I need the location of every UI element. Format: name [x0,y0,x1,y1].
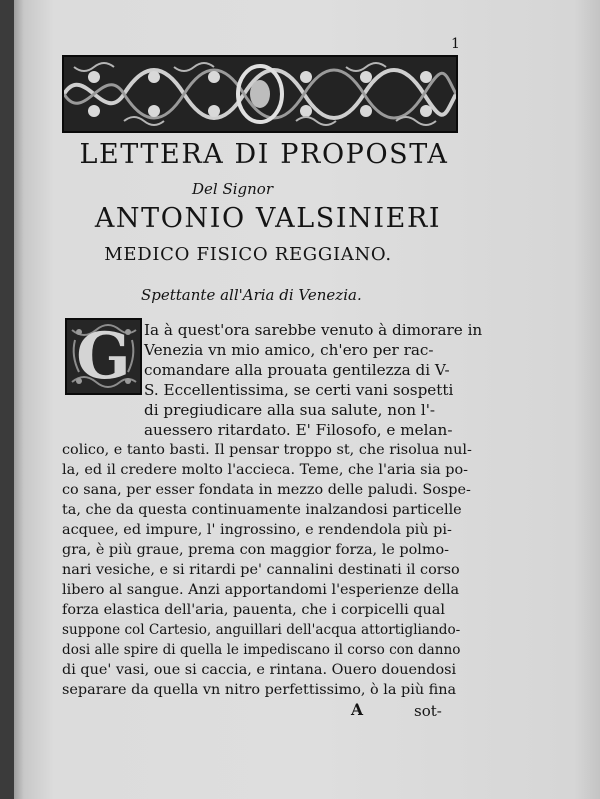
body-line-3: comandare alla prouata gentilezza di V- [144,361,450,379]
body-line-15: forza elastica dell'aria, pauenta, che i corpicelli qual [62,602,445,618]
body-line-14: libero al sangue. Anzi apportandomi l'esperienze della [62,582,460,598]
body-line-2: Venezia vn mio amico, ch'ero per rac- [144,341,434,359]
body-line-7: colico, e tanto basti. Il pensar troppo st, che risolua nul- [62,442,472,458]
title-line-1: LETTERA DI PROPOSTA [79,139,449,170]
body-line-18: di que' vasi, oue si caccia, e rintana. Ouero douendosi [62,662,457,678]
decorated-initial [65,318,142,395]
body-line-16: suppone col Cartesio, anguillari dell'acqua attortigliando- [62,622,461,638]
letter-subject: Spettante all'Aria di Venezia. [141,286,362,304]
body-line-12: gra, è più graue, prema con maggior forza, le polmo- [62,542,450,558]
body-line-17: dosi alle spire di quella le impediscano il corso con danno [62,642,461,658]
author-title: MEDICO FISICO REGGIANO. [104,244,392,265]
body-line-13: nari vesiche, e si ritardi pe' cannalini destinati il corso [62,562,460,578]
body-line-10: ta, che da questa continuamente inalzandosi particelle [62,502,462,518]
body-line-9: co sana, per esser fondata in mezzo delle paludi. Sospe- [62,482,471,498]
body-line-11: acquee, ed impure, l' ingrossino, e rendendola più pi- [62,522,452,538]
page-number: 1 [451,36,460,52]
headpiece-ornament [62,55,458,133]
book-page [14,0,600,799]
author-name: ANTONIO VALSINIERI [94,203,442,234]
body-line-1: Ia à quest'ora sarebbe venuto à dimorare in [144,321,483,339]
body-line-4: S. Eccellentissima, se certi vani sospetti [144,381,454,399]
body-line-8: la, ed il credere molto l'accieca. Teme, che l'aria sia po- [62,462,469,478]
catchword: sot- [414,702,442,720]
body-line-5: di pregiudicare alla sua salute, non l'- [144,401,435,419]
body-line-19: separare da quella vn nitro perfettissimo, ò la più fina [62,682,457,698]
title-line-2: Del Signor [192,180,274,198]
signature-mark: A [351,700,364,719]
drop-cap-letter: G [76,319,131,394]
body-line-6: auessero ritardato. E' Filosofo, e melan- [144,421,453,439]
